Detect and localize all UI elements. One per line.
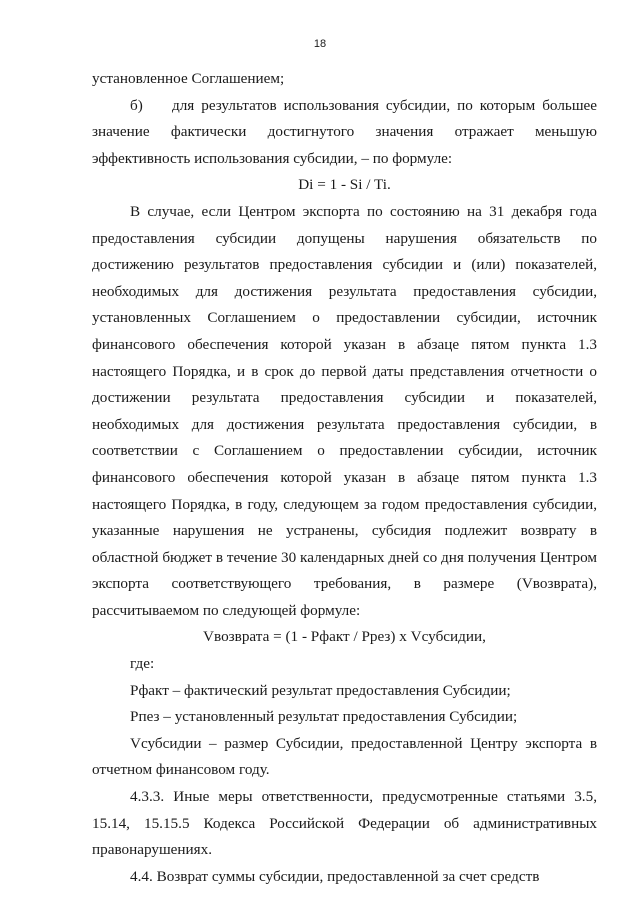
page-number: 18 [313,38,327,50]
list-marker: б) [130,96,143,114]
paragraph-4-3-3: 4.3.3. Иные меры ответственности, предусмотренные статьями 3.5, 15.14, 15.15.5 Кодекса Российской Федерации об административных правонарушениях. [92,788,597,859]
paragraph-4-4: 4.4. Возврат суммы субсидии, предоставленной за счет средств [130,867,540,885]
where-label: где: [130,655,155,673]
list-item-b [92,93,597,173]
list-item-text: для результатов использования субсидии, по которым большее значение фактически достигнутого значения отражает меньшую эффективность использования субсидии, – по формуле: [92,96,597,167]
definition-rrez: Рпез – установленный результат предоставления Субсидии; [130,708,518,726]
definition-rfact: Рфакт – фактический результат предоставления Субсидии; [130,681,511,699]
formula-refund: Vвозврата = (1 - Рфакт / Ррез) х Vсубсидии, [203,628,486,646]
document-body [92,66,597,890]
formula-di: Di = 1 - Si / Ti. [298,176,391,194]
paragraph-refund-conditions: В случае, если Центром экспорта по состоянию на 31 декабря года предоставления субсидии допущены нарушения обязательств по достижению результатов предоставления субсидии и (или) показателей, необходимых для достижения результата предоставления субсидии, установленных Соглашением о предоставлении субсидии, источник финансового обеспечения которой указан в абзаце пятом пункта 1.3 настоящего Порядка, и в срок до первой даты представления отчетности о достижении результата предоставления субсидии и показателей, необходимых для достижения результата предоставления субсидии, в соответствии с Соглашением о предоставлении субсидии, источник финансового обеспечения которой указан в абзаце пятом пункта 1.3 настоящего Порядка, в году, следующем за годом предоставления субсидии, указанные нарушения не устранены, субсидия подлежит возврату в областной бюджет в течение 30 календарных дней со дня получения Центром экспорта соответствующего требования, в размере (Vвозврата), рассчитываемом по следующей формуле: [92,202,597,619]
paragraph-continuation: установленное Соглашением; [92,70,285,87]
definition-vsubsidy: Vсубсидии – размер Субсидии, предоставленной Центру экспорта в отчетном финансовом году. [92,734,597,779]
